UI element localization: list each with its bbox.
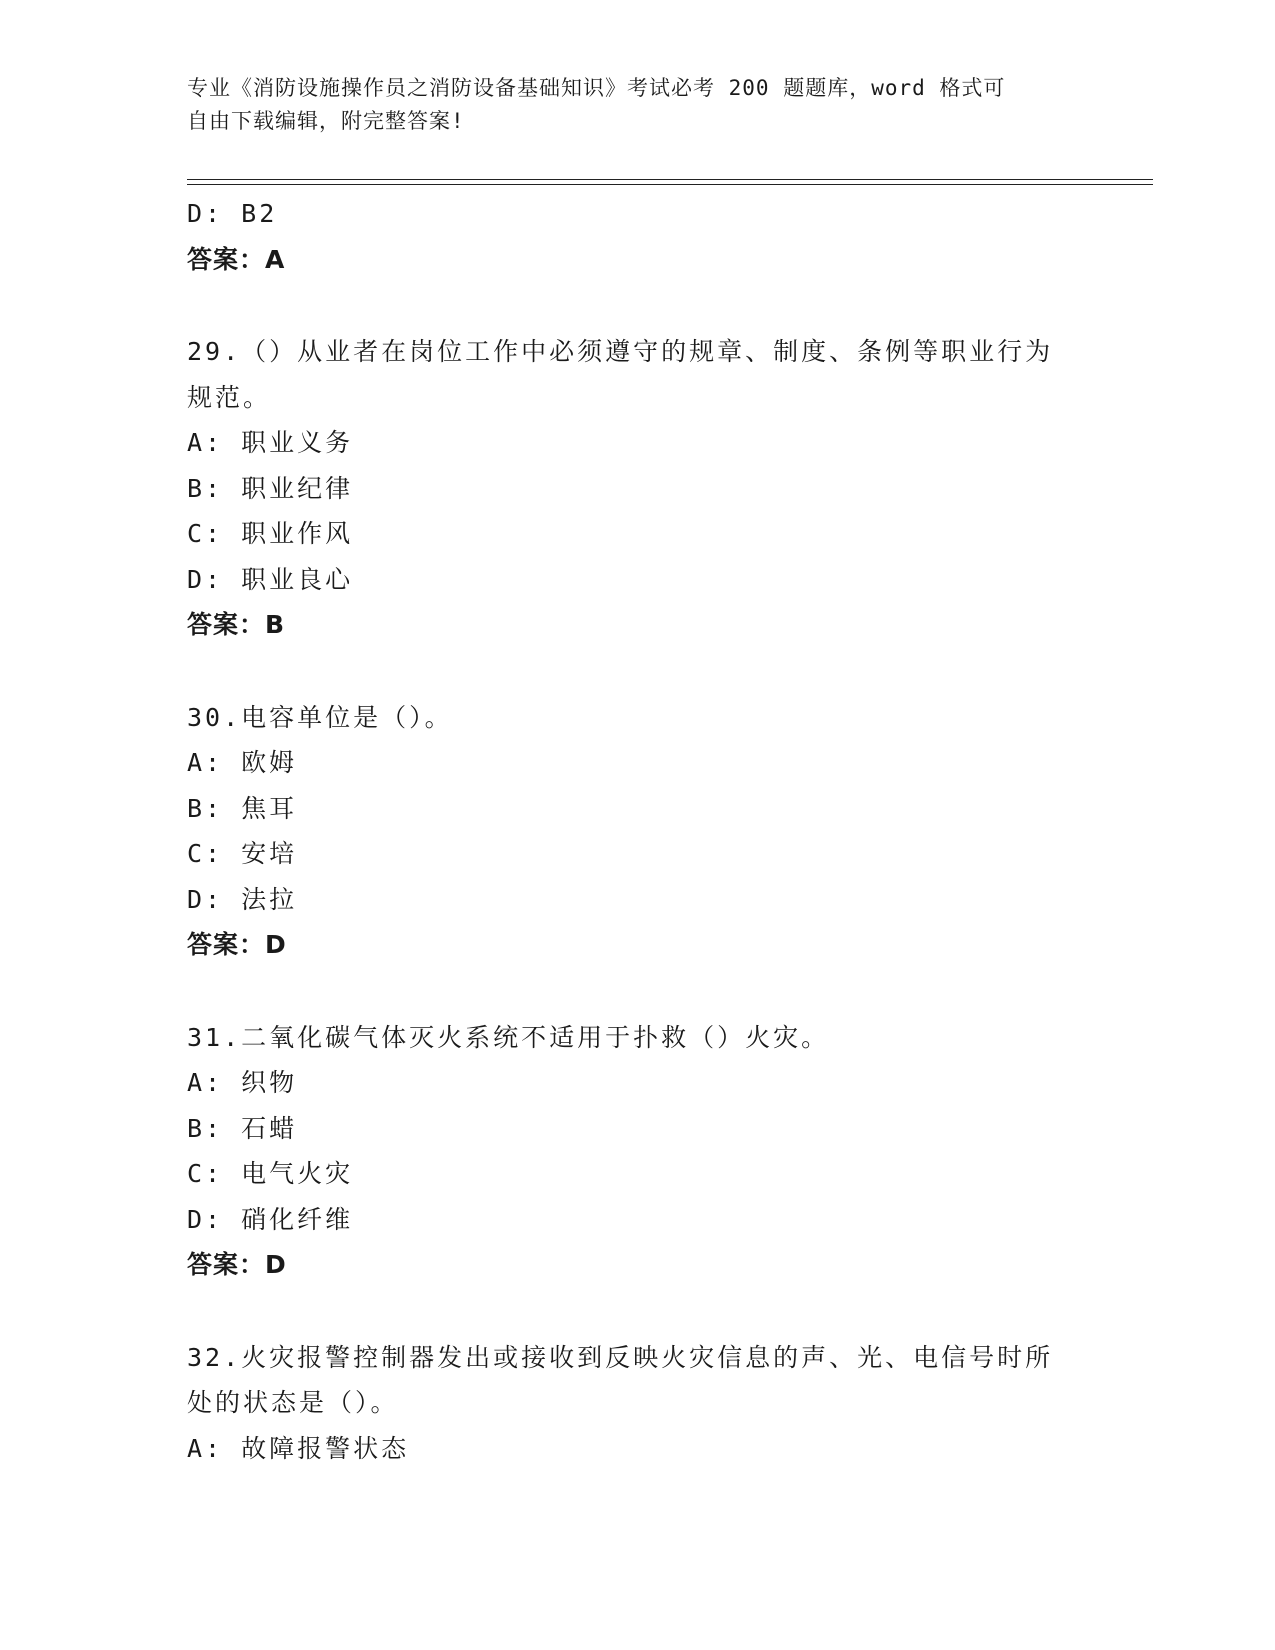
option-d: D: 硝化纤维 [187, 1204, 354, 1234]
option-c: C: 职业作风 [187, 519, 354, 548]
spacer [187, 648, 1087, 695]
option-a: A: 欧姆 [187, 748, 298, 777]
option-b: B: 石蜡 [187, 1113, 298, 1143]
header-line-1: 专业《消防设施操作员之消防设备基础知识》考试必考 200 题题库，word 格式可 [187, 76, 1006, 100]
question-stem: 30.电容单位是（）。 [187, 702, 453, 732]
question-stem-cont: 规范。 [187, 382, 272, 412]
answer: 答案：D [187, 1250, 287, 1279]
question-stem: 29.（）从业者在岗位工作中必须遵守的规章、制度、条例等职业行为 [187, 337, 1054, 366]
question-30 [187, 695, 1087, 968]
spacer [187, 968, 1087, 1015]
document-header [187, 72, 1077, 138]
option-a: A: 职业义务 [187, 428, 354, 457]
question-32 [187, 1335, 1087, 1472]
header-divider-top [187, 179, 1153, 180]
question-stem-cont: 处的状态是（）。 [187, 1388, 399, 1417]
option-d: D: B2 [187, 199, 278, 228]
answer: 答案：D [187, 930, 287, 959]
option-d: D: 法拉 [187, 884, 298, 914]
header-divider-bottom [187, 184, 1153, 185]
option-d: D: 职业良心 [187, 564, 354, 594]
spacer [187, 1288, 1087, 1335]
spacer [187, 282, 1087, 329]
header-line-2: 自由下载编辑，附完整答案! [187, 109, 465, 133]
answer: 答案：A [187, 244, 286, 274]
question-29 [187, 329, 1087, 648]
question-stem: 31.二氧化碳气体灭火系统不适用于扑救（）火灾。 [187, 1022, 830, 1052]
option-a: A: 故障报警状态 [187, 1433, 410, 1463]
answer: 答案：B [187, 610, 286, 639]
question-list [187, 191, 1087, 1471]
option-b: B: 职业纪律 [187, 473, 354, 503]
option-b: B: 焦耳 [187, 793, 298, 823]
option-a: A: 织物 [187, 1068, 298, 1097]
question-31 [187, 1015, 1087, 1288]
option-c: C: 电气火灾 [187, 1159, 354, 1188]
option-c: C: 安培 [187, 839, 298, 868]
question-stem: 32.火灾报警控制器发出或接收到反映火灾信息的声、光、电信号时所 [187, 1342, 1054, 1372]
